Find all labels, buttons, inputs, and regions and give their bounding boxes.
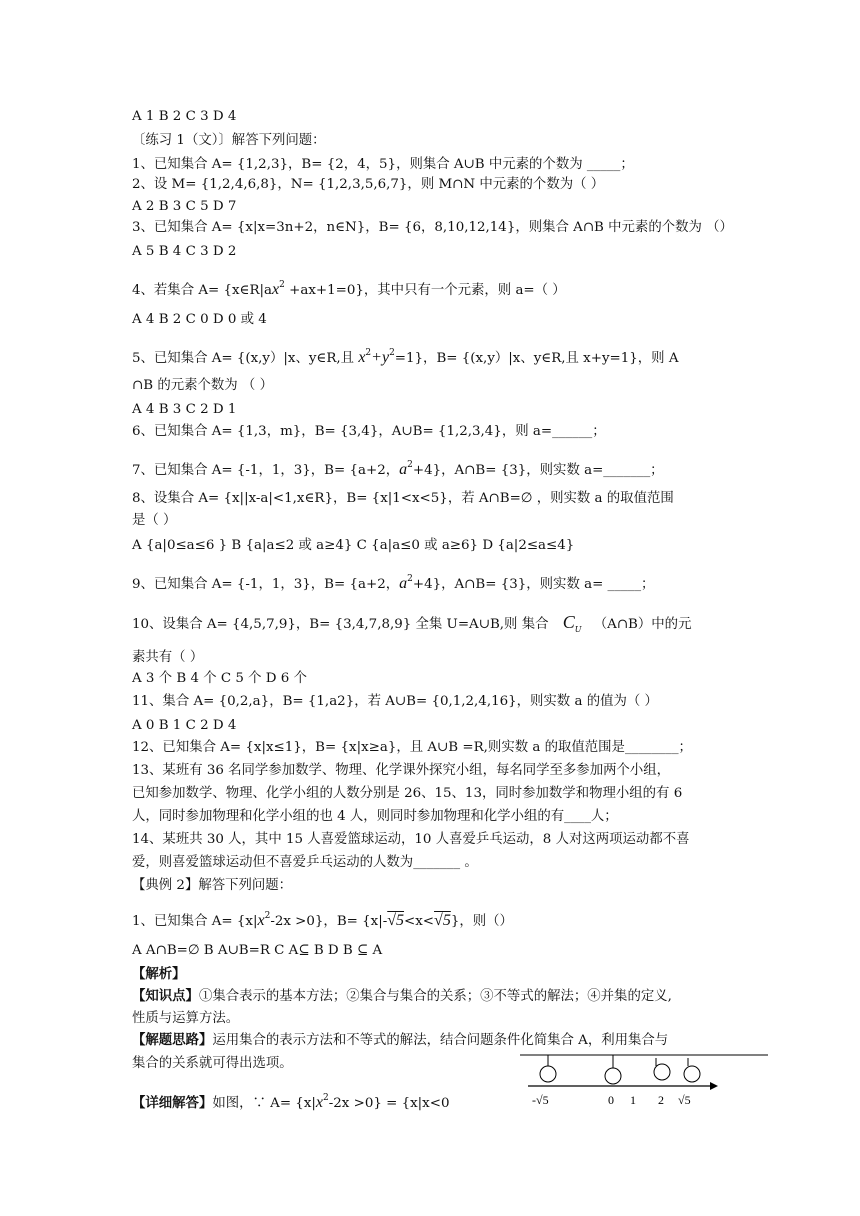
example-1-options: A A∩B=∅ B A∪B=R C A⊆ B D B ⊆ A — [132, 943, 383, 958]
tick-label-0: 0 — [608, 1093, 614, 1107]
example-1 — [132, 908, 513, 930]
question-13-line1: 13、某班有 36 名同学参加数学、物理、化学课外探究小组，每名同学至多参加两个小组， — [132, 763, 671, 778]
math-sup: 2 — [264, 911, 271, 921]
detailed-answer-label: 【详细解答】 — [132, 1095, 213, 1111]
open-circle-0 — [605, 1068, 621, 1084]
knowledge-label: 【知识点】 — [132, 988, 199, 1004]
math-sqrt5: √5 — [387, 912, 405, 929]
practice-header: 〔练习 1（文）〕解答下列问题： — [132, 133, 326, 148]
q5-text-b: =1}，B= {(x,y）|x、y∈R,且 x+y=1}，则 A — [394, 351, 679, 366]
tick-label-2: 2 — [658, 1093, 664, 1107]
question-6: 6、已知集合 A= {1,3，m}，B= {3,4}，A∪B= {1,2,3,4}，则 a=______； — [132, 424, 606, 439]
question-5 — [132, 345, 679, 367]
q5-text-a: 5、已知集合 A= {(x,y）|x、y∈R,且 — [132, 351, 355, 366]
math-sup: 2 — [365, 348, 372, 358]
question-13-line3: 人，同时参加物理和化学小组的也 4 人，则同时参加物理和化学小组的有____人； — [132, 809, 618, 824]
question-2: 2、设 M= {1,2,4,6,8}，N= {1,2,3,5,6,7}，则 M∩N 中元素的个数为（ ） — [132, 177, 605, 192]
math-sup: 2 — [407, 574, 413, 584]
question-10 — [132, 614, 691, 638]
math-x: x — [272, 281, 280, 298]
math-C: C — [562, 612, 575, 632]
example-header: 【典例 2】解答下列问题： — [132, 878, 293, 893]
question-14-line1: 14、某班共 30 人，其中 15 人喜爱篮球运动，10 人喜爱乒乓运动，8 人对这两项运动都不喜 — [132, 832, 690, 847]
math-plus: + — [371, 349, 382, 366]
question-3-options: A 5 B 4 C 3 D 2 — [132, 244, 237, 259]
knowledge-text: ①集合表示的基本方法；②集合与集合的关系；③不等式的解法；④并集的定义, — [198, 989, 672, 1004]
tick-label-neg-sqrt5: -√5 — [532, 1093, 549, 1107]
question-5-options: A 4 B 3 C 2 D 1 — [132, 402, 237, 417]
ex1-text-d: }，则（） — [450, 914, 513, 929]
q7-text-b: +4}，A∩B= {3}，则实数 a=_______； — [412, 463, 664, 478]
q4-text-b: +ax+1=0}，其中只有一个元素，则 a=（ ） — [284, 283, 566, 298]
math-x: x — [358, 349, 366, 366]
question-13-line2: 已知参加数学、物理、化学小组的人数分别是 26、15、13，同时参加数学和物理小组的有 6 — [132, 786, 683, 801]
question-11: 11、集合 A= {0,2,a}，B= {1,a2}，若 A∪B= {0,1,2,4,16}，则实数 a 的值为（ ） — [132, 694, 658, 709]
math-sup: 2 — [407, 460, 413, 470]
math-sup: 2 — [389, 348, 395, 358]
math-y: y — [381, 349, 390, 366]
tick-label-sqrt5: √5 — [678, 1093, 691, 1107]
axis-arrow-icon — [710, 1082, 718, 1090]
open-circle-sqrt5 — [684, 1066, 700, 1082]
math-sup: 2 — [279, 280, 285, 290]
solution-idea-text: 运用集合的表示方法和不等式的解法，结合问题条件化简集合 A，利用集合与 — [212, 1033, 669, 1048]
question-14-line2: 爱，则喜爱篮球运动但不喜爱乒乓运动的人数为_______ 。 — [132, 855, 478, 870]
q9-text-a: 9、已知集合 A= {-1，1，3}，B= {a+2， — [132, 577, 400, 592]
ex1-text-c: <x< — [404, 914, 435, 929]
math-U: U — [574, 625, 582, 634]
open-circle-2 — [654, 1064, 670, 1080]
detailed-answer-text-b: -2x >0} = {x|x<0 — [328, 1096, 450, 1111]
prev-question-options: A 1 B 2 C 3 D 4 — [132, 109, 237, 124]
q9-text-b: +4}，A∩B= {3}，则实数 a= _____； — [412, 577, 655, 592]
math-x: x — [257, 912, 265, 929]
tick-label-1: 1 — [630, 1093, 636, 1107]
question-9 — [132, 571, 654, 593]
q7-text-a: 7、已知集合 A= {-1，1，3}，B= {a+2， — [132, 463, 400, 478]
ex1-text-b: -2x >0}，B= {x|- — [270, 914, 388, 929]
question-4 — [132, 277, 566, 299]
question-8: 8、设集合 A= {x||x-a|<1,x∈R}，B= {x|1<x<5}，若 A∩B=∅ ，则实数 a 的取值范围 — [132, 491, 674, 506]
analysis-header: 【解析】 — [132, 966, 186, 982]
question-1: 1、已知集合 A= {1,2,3}，B= {2，4，5}，则集合 A∪B 中元素的个数为 _____； — [132, 157, 634, 172]
math-a: a — [399, 461, 408, 478]
solution-idea-cont: 集合的关系就可得出选项。 — [132, 1056, 293, 1071]
question-10-options: A 3 个 B 4 个 C 5 个 D 6 个 — [132, 671, 307, 686]
question-4-options: A 4 B 2 C 0 D 0 或 4 — [132, 312, 267, 327]
question-7 — [132, 457, 664, 479]
q10-text-a: 10、设集合 A= {4,5,7,9}，B= {3,4,7,8,9} 全集 U=A∪B,则 集合 — [132, 617, 549, 632]
question-12: 12、已知集合 A= {x|x≤1}，B= {x|x≥a}，且 A∪B =R,则实数 a 的取值范围是________； — [132, 740, 692, 755]
question-8-options: A {a|0≤a≤6 } B {a|a≤2 或 a≥4} C {a|a≤0 或 a≥6} D {a|2≤a≤4} — [132, 538, 575, 553]
solution-idea — [132, 1032, 668, 1049]
number-line-diagram — [520, 1050, 770, 1110]
q10-text-b: （A∩B）中的元 — [593, 617, 692, 632]
open-circle-neg-sqrt5 — [540, 1066, 556, 1082]
knowledge-point — [132, 988, 672, 1005]
question-5-cont: ∩B 的元素个数为 （ ） — [132, 378, 273, 393]
question-8-cont: 是（ ） — [132, 513, 177, 528]
math-sqrt5: √5 — [434, 912, 451, 929]
ex1-text-a: 1、已知集合 A= {x| — [132, 914, 258, 929]
detailed-answer — [132, 1090, 449, 1112]
detailed-answer-text-a: 如图，∵ A= {x| — [212, 1096, 316, 1111]
math-x: x — [315, 1094, 324, 1111]
math-a: a — [399, 575, 408, 592]
knowledge-point-cont: 性质与运算方法。 — [132, 1011, 240, 1026]
q4-text-a: 4、若集合 A= {x∈R|a — [132, 283, 273, 298]
question-2-options: A 2 B 3 C 5 D 7 — [132, 199, 237, 214]
math-sup: 2 — [323, 1093, 329, 1103]
question-10-cont: 素共有（ ） — [132, 650, 204, 665]
question-3: 3、已知集合 A= {x|x=3n+2，n∈N}，B= {6，8,10,12,14}，则集合 A∩B 中元素的个数为 （） — [132, 220, 733, 235]
question-11-options: A 0 B 1 C 2 D 4 — [132, 718, 237, 733]
solution-idea-label: 【解题思路】 — [132, 1032, 213, 1048]
